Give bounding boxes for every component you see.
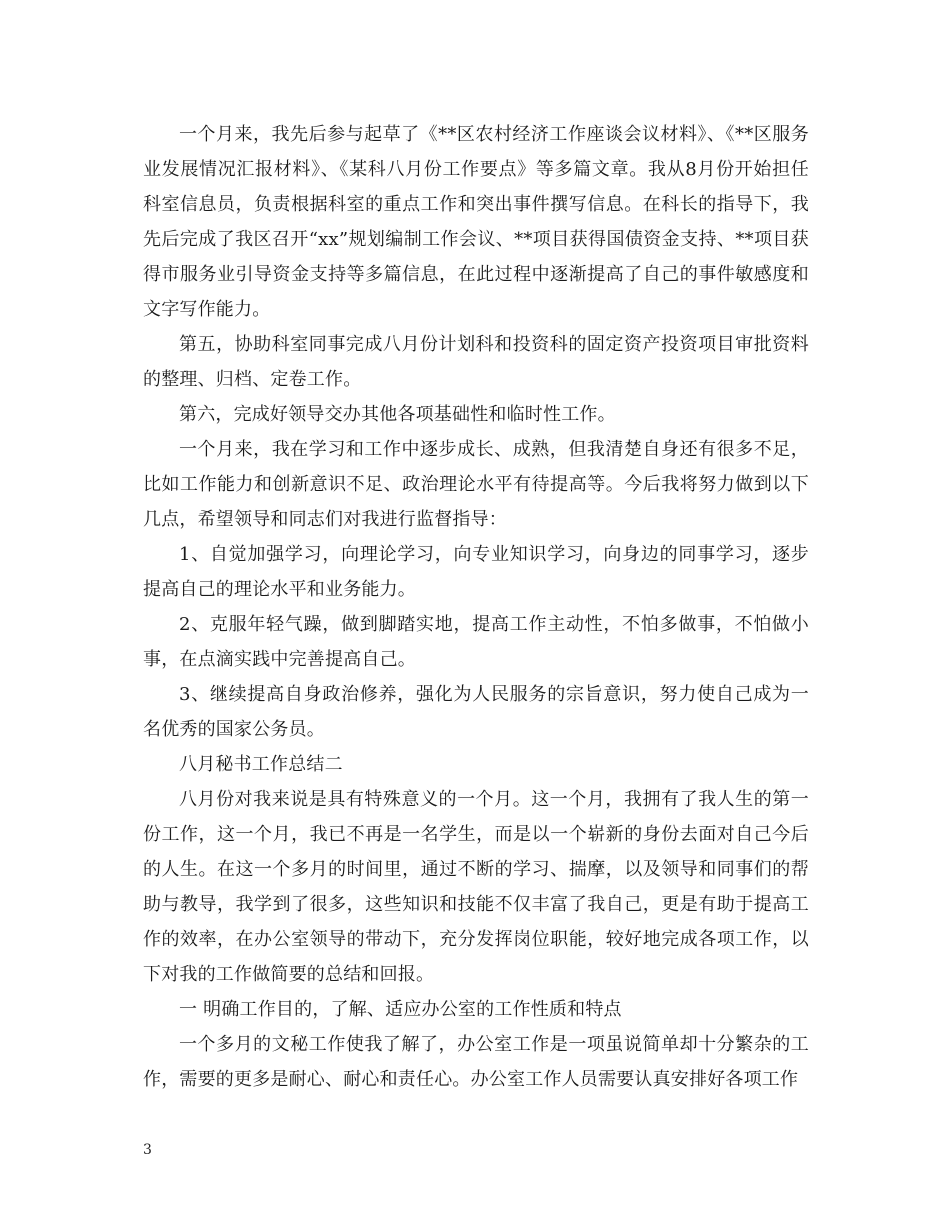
paragraph-august-intro: 八月份对我来说是具有特殊意义的一个月。这一个月，我拥有了我人生的第一份工作，这一个月，我已不再是一名学生，而是以一个崭新的身份去面对自己今后的人生。在这一个多月的时间里，通过不断的学习、揣摩，以及领导和同事们的帮助与教导，我学到了很多，这些知识和技能不仅丰富了我自己，更是有助于提高工作的效率，在办公室领导的带动下，充分发挥岗位职能，较好地完成各项工作，以下对我的工作做简要的总结和回报。 [143,789,809,985]
paragraph-office-work: 一个多月的文秘工作使我了解了，办公室工作是一项虽说简单却十分繁杂的工作，需要的更多是耐心、耐心和责任心。办公室工作人员需要认真安排好各项工作 [143,1034,809,1090]
paragraph-fifth-item: 第五，协助科室同事完成八月份计划科和投资科的固定资产投资项目审批资料的整理、归档、定卷工作。 [143,334,809,390]
paragraph-goal-2: 2、克服年轻气躁，做到脚踏实地，提高工作主动性，不怕多做事，不怕做小事，在点滴实践中完善提高自己。 [143,614,809,670]
paragraph-shortcomings: 一个月来，我在学习和工作中逐步成长、成熟，但我清楚自身还有很多不足，比如工作能力和创新意识不足、政治理论水平有待提高等。今后我将努力做到以下几点，希望领导和同志们对我进行监督指导： [143,439,809,530]
document-body [143,117,809,1097]
paragraph-drafting-work: 一个月来，我先后参与起草了《**区农村经济工作座谈会议材料》、《**区服务业发展情况汇报材料》、《某科八月份工作要点》等多篇文章。我从8月份开始担任科室信息员，负责根据科室的重点工作和突出事件撰写信息。在科长的指导下，我先后完成了我区召开“xx”规划编制工作会议、**项目获得国债资金支持、**项目获得市服务业引导资金支持等多篇信息，在此过程中逐渐提高了自己的事件敏感度和文字写作能力。 [143,124,809,320]
page-number: 3 [143,1142,152,1158]
paragraph-sixth-item: 第六，完成好领导交办其他各项基础性和临时性工作。 [179,404,616,425]
section-heading-summary-two: 八月秘书工作总结二 [179,754,343,775]
paragraph-goal-3: 3、继续提高自身政治修养，强化为人民服务的宗旨意识，努力使自己成为一名优秀的国家公务员。 [143,684,809,740]
subheading-work-purpose: 一 明确工作目的，了解、适应办公室的工作性质和特点 [179,999,622,1020]
paragraph-goal-1: 1、自觉加强学习，向理论学习，向专业知识学习，向身边的同事学习，逐步提高自己的理论水平和业务能力。 [143,544,809,600]
